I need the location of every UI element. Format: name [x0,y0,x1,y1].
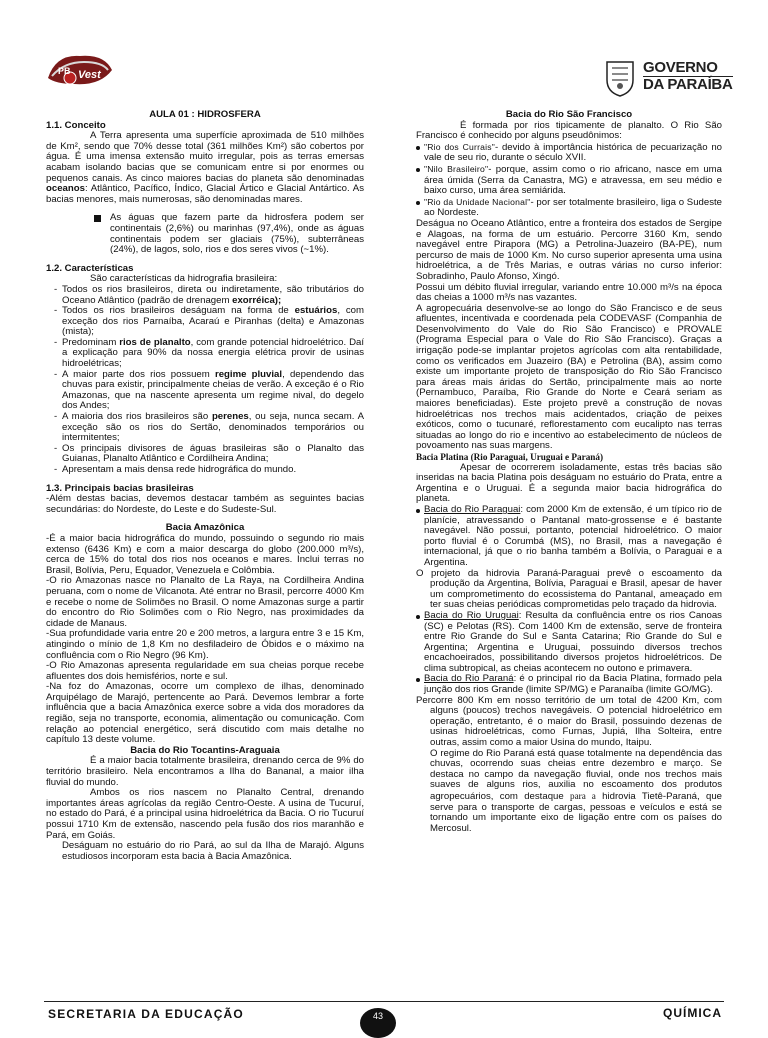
heading-bacia-amazonica: Bacia Amazônica [165,522,245,534]
paragraph-caracteristicas: São características da hidrografia brasileira: [90,273,278,285]
gov-line1: GOVERNO [643,59,718,76]
svg-text:Vest: Vest [78,69,101,81]
paragraph-hidrovia: O projeto da hidrovia Paraná-Paraguai prevê o escoamento da produção da Argentina, Bolívia, Paraguai e Brasil, apesar de haver um comprometimento do ecossistema do Pantanal, ameaçado em ter suas cheias periódicas comprometidas pelo traçado da hidrovia. [416,567,722,611]
list-item: Bacia do Rio Paraná: é o principal rio da Bacia Platina, formado pela junção dos rios Grande (limite SP/MG) e Paranaíba (limite GO/MG). [416,674,722,695]
governo-paraiba-logo [603,56,753,100]
pseudonimos-list [416,142,722,219]
paragraph-amazonica-5: -Na foz do Amazonas, ocorre um complexo de ilhas, denominado Arquipélago de Marajó, pertencente ao Pará. Devemos lembrar a forte influência que a bacia Amazônica exerce sobre a vida dos moradores da região, seja no transporte, economia, alimentação ou comunicação. Com relação ao potencial energético, será discutido com mais detalhe no capítulo 13 deste volume. [46,681,364,746]
heading-bacia-tocantins: Bacia do Rio Tocantins-Araguaia [130,744,280,756]
list-item: - Todos os rios brasileiros deságuam na forma de estuários, com exceção dos rios Parnaíba, Acaraú e Piranhas (delta) e Amazonas (mista); [46,306,364,338]
list-item: - A maior parte dos rios possuem regime pluvial, dependendo das chuvas para existir, principalmente cheias de verão. A exceção é o Rio Amazonas, que na nascente apresenta um regime nival, do degelo dos Andes; [46,370,364,412]
square-bullet-icon [94,215,101,222]
footer-secretaria: SECRETARIA DA EDUCAÇÃO [48,1007,244,1021]
section-heading-1-2: 1.2. Características [46,262,134,274]
paragraph-amazonica-1: -É a maior bacia hidrográfica do mundo, possuindo o segundo rio mais extenso (6436 Km) e com a maior descarga do globo (200.000 m³/s), cerca de 15% do total dos rios nos oceanos e mares. Inclui terras no Brasil, Bolívia, Peru, Equador, Venezuela e Colômbia. [46,532,364,576]
paragraph-amazonica-2: -O rio Amazonas nasce no Planalto de La Raya, na Cordilheira Andina peruana, com o nome de Vilcanota. Até entrar no Brasil, percorre 4000 Km e recebe o nome de Solimões no Brasil. O nome Amazonas surge a partir do encontro do Rio Solimões com o Rio Negro, nas proximidades da cidade de Manaus. [46,575,364,629]
list-item: - A maioria dos rios brasileiros são perenes, ou seja, nunca secam. A exceção são os rios do Sertão, denominados temporários ou intermitentes; [46,412,364,444]
paragraph-bacias: -Além destas bacias, devemos destacar também as seguintes bacias secundárias: do Nordeste, do Leste e do Sudeste-Sul. [46,493,364,515]
list-item: "Rio dos Currais"- devido à importância histórica de pecuarização no vale de seu rio, durante o século XVII. [416,142,722,164]
page-header [0,0,768,100]
gov-line2: DA PARAÍBA [643,76,733,93]
square-bullet-item: As águas que fazem parte da hidrosfera podem ser continentais (2,6%) ou marinhas (97,4%), onde as águas continentais podem ser glaciais (75%), subterrâneas (24%), de lagos, solo, rios e dos seres vivos (~1%). [46,213,364,255]
heading-bacia-platina: Bacia Platina (Rio Paraguai, Uruguai e Paraná) [416,452,604,462]
paragraph-sf-4: A agropecuária desenvolve-se ao longo do São Francisco e de seus afluentes, incentivada e coordenada pela CODEVASF (Companhia de Desenvolvimento do Vale do Rio São Francisco) e PROVALE (Programa Especial para o Vale do Rio São Francisco). Graças a irrigação pode-se implantar projetos agrícolas com alta rentabilidade, como os verificados em Juazeiro (BA) e Petrolina (BA), assim como existe um importante projeto de transposição do Rio São Francisco para áreas mais áridas do Sertão, principalmente mais ao norte (Pernambuco, Paraíba, Rio Grande do Norte e Ceará seriam as maiores beneficiadas). Este projeto prevê a construção de novas hidroelétricas nos trechos mais acidentados, criação de peixes exóticos, como o tucunaré, reflorestamento com eucalipto nas terras situadas ao longo do rio e incentivo ao estabelecimento de núcleos de povoamento nas suas margens. [416,302,722,452]
paragraph-amazonica-4: -O Rio Amazonas apresenta regularidade em sua cheias porque recebe afluentes dos dois hemisférios, norte e sul. [46,660,364,682]
paragraph-sf-2: Deságua no Oceano Atlântico, entre a fronteira dos estados de Sergipe e Alagoas, na forma de um estuário. Percorre 3160 Km, sendo navegável entre Pirapora (MG) a Petrolina-Juazeiro (BA-PE), num percurso de mais de 1000 Km. No curso superior apresenta uma usina hidroelétrica, a de Três Marias, e outras várias no curso inferior: Sobradinho, Paulo Afonso, Xingó. [416,217,722,282]
paragraph-parana-2: Percorre 800 Km em nosso território de um total de 4200 Km, com alguns (poucos) trechos navegáveis. O potencial hidroelétrico em operação, entretanto, é o maior do Brasil, possuindo dezenas de usinas hidroelétricas, como Furnas, Jupiá, Ilha Solteira, entre outras, assim como a maior Usina do mundo, Itaipu. [416,694,722,749]
list-item: - Todos os rios brasileiros, direta ou indiretamente, são tributários do Oceano Atlântico (padrão de drenagem exorréica); [46,285,364,306]
list-item: "Nilo Brasileiro"- porque, assim como o rio africano, nasce em uma área úmida (Serra da Canastra, MG) e atravessa, em seu médio e baixo curso, uma área semiárida. [416,164,722,197]
coat-of-arms-icon [603,58,637,98]
paragraph-tocantins-2: Ambos os rios nascem no Planalto Central, drenando importantes áreas agrícolas da região Centro-Oeste. A usina de Tucuruí, no estado do Pará, é a principal usina hidroelétrica da Bacia. O rio Tucuruí possui 1710 Km de extensão, nascendo pela fusão dos rios maranhão e Pará, em Goiás. [46,787,364,841]
list-item: Bacia do Rio Uruguai: Resulta da confluência entre os rios Canoas (SC) e Pelotas (RS). Com 1400 Km de extensão, serve de fronteira entre Rio Grande do Sul e Santa Catarina; Rio Grande do Sul e Argentina; Argentina e Uruguai, possuindo diversos trechos encachoeirados, possibilitando diversos projetos hidroelétricos. De clima subtropical, as cheias acontecem no outono e primavera. [416,611,722,675]
list-item: - Os principais divisores de águas brasileiras são o Planalto das Guianas, Planalto Atlântico e Cordilheira Andina; [46,444,364,465]
footer-divider [44,1001,724,1002]
paragraph-parana-3: O regime do Rio Paraná está quase totalmente na dependência das chuvas, ocorrendo suas cheias entre dezembro e março. Se destaca no campo da navegação fluvial, onde nos trechos mais suaves de alguns rios, auxilia no escoamento dos produtos agropecuários, com destaque para a hidrovia Tietê-Paraná, que serve para o transporte de cargas, pessoas e veículos e está se tornando um importante eixo de ligação entre com os países do Mercosul. [430,747,723,834]
right-column [416,110,722,834]
paragraph-tocantins-3: Deságuam no estuário do rio Pará, ao sul da Ilha de Marajó. Alguns estudiosos incorporam esta bacia à Bacia Amazônica. [62,840,364,862]
page-number: 43 [360,1008,396,1038]
paragraph-sf-1: É formada por rios tipicamente de planalto. O Rio São Francisco é conhecido por alguns pseudônimos: [416,119,722,142]
platina-list [416,505,722,569]
paragraph-platina: Apesar de ocorrerem isoladamente, estas três bacias são inseridas na bacia Platina pois deságuam no estuário do Prata, entre a Argentina e o Uruguai. É a segunda maior bacia hidrográfica do planeta. [416,461,722,505]
paragraph-sf-3: Possui um débito fluvial irregular, variando entre 10.000 m³/s na época das cheias a 1000 m³/s nas vazantes. [416,281,722,304]
section-heading-1-1: 1.1. Conceito [46,119,106,131]
paragraph-tocantins-1: É a maior bacia totalmente brasileira, drenando cerca de 9% do território brasileiro. Nela encontramos a Ilha do Bananal, a maior ilha fluvial do mundo. [46,755,364,788]
footer-subject: QUÍMICA [663,1006,722,1020]
list-item: "Rio da Unidade Nacional"- por ser totalmente brasileiro, liga o Sudeste ao Nordeste. [416,197,722,219]
platina-list-2 [416,611,722,696]
left-column [46,110,364,862]
paragraph-conceito: A Terra apresenta uma superfície aproximada de 510 milhões de Km², sendo que 70% desse total (361 milhões Km²) são cobertos por água. É uma imensa extensão muito irregular, pois as terras emersas acabam isolando bacias que se comunicam entre si por enormes ou pequenos canais. As cinco maiores bacias do planeta são denominadas oceanos: Atlântico, Pacífico, Índico, Glacial Ártico e Glacial Antártico. As bacias menores, mais numerosas, são denominadas mares. [46,130,364,205]
page-title: AULA 01 : HIDROSFERA [149,109,261,120]
heading-bacia-sao-francisco: Bacia do Rio São Francisco [505,109,633,120]
list-item: - Predominam rios de planalto, com grande potencial hidroelétrico. Daí a explicação para 90% da nossa energia elétrica provir de usinas hidroelétricas; [46,338,364,370]
pbvest-logo [44,48,116,90]
page-footer [0,1000,768,1024]
section-heading-1-3: 1.3. Principais bacias brasileiras [46,482,194,494]
list-item: Bacia do Rio Paraguai: com 2000 Km de extensão, é um típico rio de planície, atravessando o Pantanal mato-grossense e é bastante navegável. Não possui, portanto, potencial hidroelétrico. O maior porto fluvial é o Corumbá (MS), no Brasil, mas a navegação é internacional, já que o rio banha também a Bolívia, o Paraguai e a Argentina. [416,505,722,569]
caracteristicas-list [46,285,364,476]
svg-text:PB: PB [58,66,71,76]
paragraph-amazonica-3: -Sua profundidade varia entre 20 e 200 metros, a largura entre 3 e 15 Km, atingindo o mínio de 1,8 Km no desfiladeiro de Óbidos e o máximo na confluência com o Rio Negro (96 Km). [46,628,364,661]
list-item: - Apresentam a mais densa rede hidrográfica do mundo. [46,465,364,476]
